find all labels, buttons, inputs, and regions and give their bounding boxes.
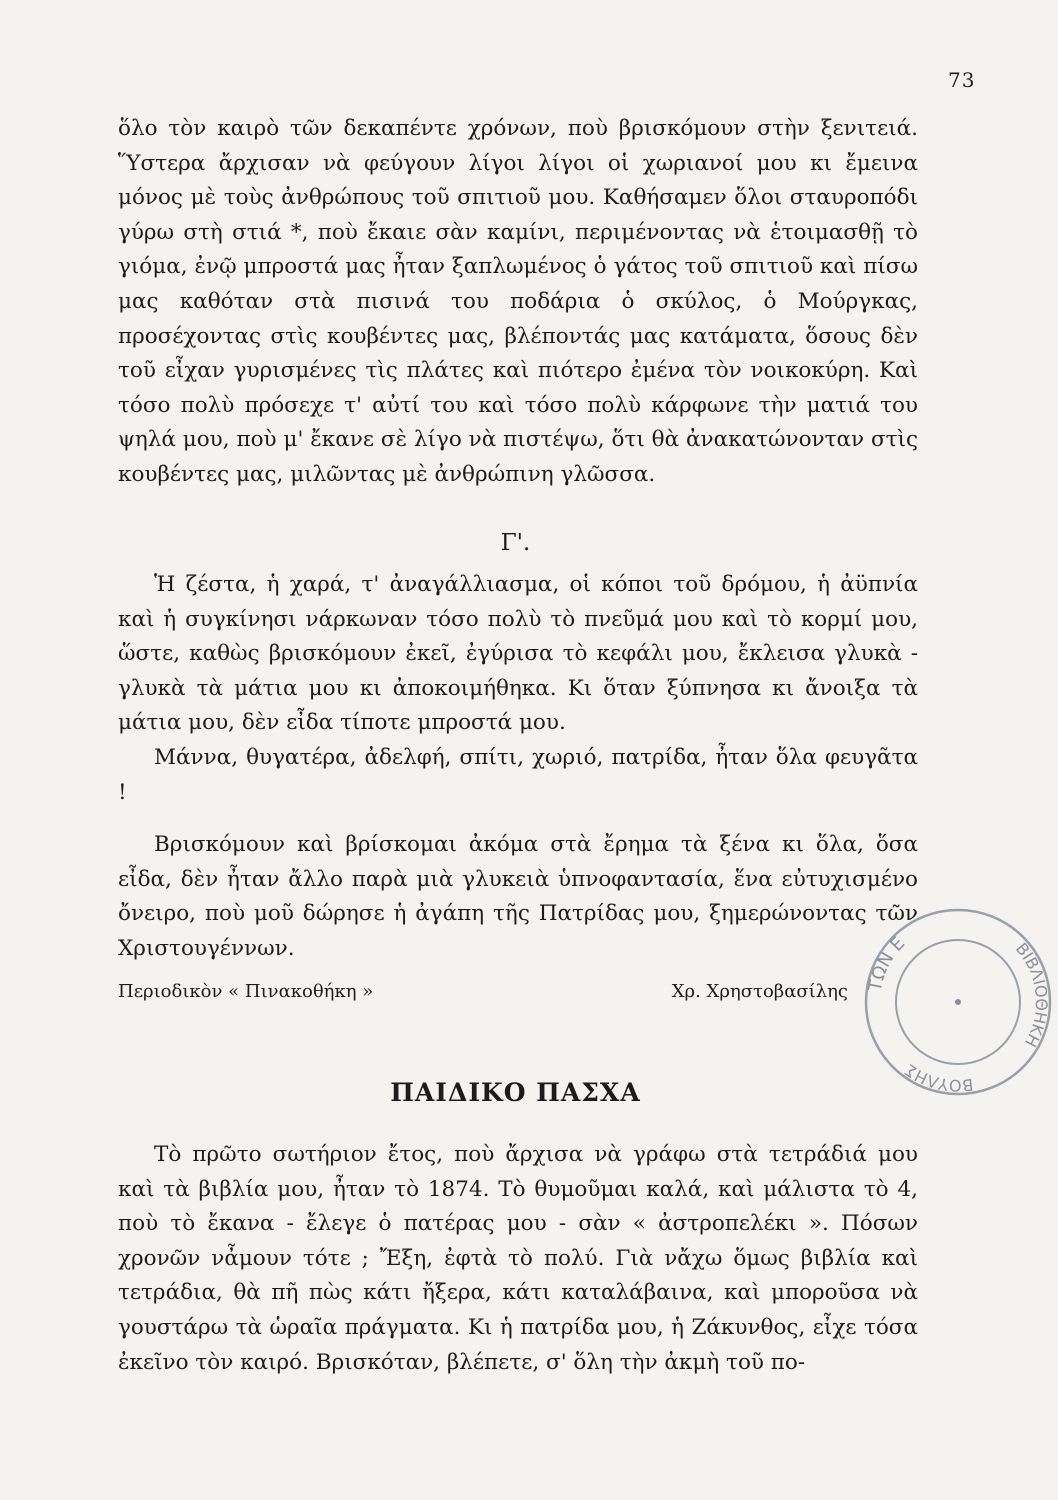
page-number: 73 [948,68,976,92]
stamp-side-text: ΒΟΥΛΗΣ [901,1060,975,1096]
stamp-bottom-text: ΒΙΒΛΙΟΘΗΚΗ [1011,939,1052,1051]
library-stamp [858,902,1058,1102]
source-line [118,981,848,1002]
article-title: ΠΑΙΔΙΚΟ ΠΑΣΧΑ [390,1078,641,1107]
first-text-block [118,112,918,493]
source-author: Χρ. Χρηστοβασίλης [671,981,848,1002]
source-periodical: Περιοδικὸν « Πινακοθήκη » [118,981,374,1002]
second-text-block [118,568,918,967]
paragraph: Μάννα, θυγατέρα, ἀδελφή, σπίτι, χωριό, πατρίδα, ἦταν ὅλα φευγᾶτα ! [118,744,918,805]
paragraph: ὅλο τὸν καιρὸ τῶν δεκαπέντε χρόνων, ποὺ βρισκόμουν στὴν ξενιτειά. Ὕστερα ἄρχισαν νὰ φεύγουν λίγοι λίγοι οἱ χωριανοί μου κι ἔμεινα μόνος μὲ τοὺς ἀνθρώπους τοῦ σπιτιοῦ μου. Καθήσαμεν ὅλοι σταυροπόδι γύρω στὴ στιά *, ποὺ ἔκαιε σὰν καμίνι, περιμένοντας νὰ ἑτοιμασθῇ τὸ γιόμα, ἐνῷ μπροστά μας ἦταν ξαπλωμένος ὁ γάτος τοῦ σπιτιοῦ καὶ πίσω μας καθόταν στὰ πισινά του ποδάρια ὁ σκύλος, ὁ Μούργκας, προσέχοντας στὶς κουβέντες μας, βλέποντάς μας κατάματα, ὅσους δὲν τοῦ εἶχαν γυρισμένες τὶς πλάτες καὶ πιότερο ἐμένα τὸν νοικοκύρη. Καὶ τόσο πολὺ πρόσεχε τ' αὐτί του καὶ τόσο πολὺ κάρφωνε τὴν ματιά του ψηλά μου, ποὺ μ' ἔκανε σὲ λίγο νὰ πιστέψω, ὅτι θὰ ἀνακατώνονταν στὶς κουβέντες μας, μιλῶντας μὲ ἀνθρώπινη γλῶσσα. [118,116,918,487]
paragraph: Τὸ πρῶτο σωτήριον ἔτος, ποὺ ἄρχισα νὰ γράφω στὰ τετράδιά μου καὶ τὰ βιβλία μου, ἦταν τὸ 1874. Τὸ θυμοῦμαι καλά, καὶ μάλιστα τὸ 4, ποὺ τὸ ἔκανα - ἔλεγε ὁ πατέρας μου - σὰν « ἀστροπελέκι ». Πόσων χρονῶν νἆμουν τότε ; Ἔξη, ἐφτὰ τὸ πολύ. Γιὰ νἄχω ὅμως βιβλία καὶ τετράδια, θὰ πῆ πὼς κάτι ἤξερα, κάτι καταλάβαινα, καὶ μποροῦσα νὰ γουστάρω τὰ ὡραῖα πράγματα. Κι ἡ πατρίδα μου, ἡ Ζάκυνθος, εἶχε τόσα ἐκεῖνο τὸν καιρό. Βρισκόταν, βλέπετε, σ' ὅλη τὴν ἀκμὴ τοῦ πο- [118,1142,918,1375]
paragraph: Βρισκόμουν καὶ βρίσκομαι ἀκόμα στὰ ἔρημα τὰ ξένα κι ὅλα, ὅσα εἶδα, δὲν ἦταν ἄλλο παρὰ μιὰ γλυκειὰ ὑπνοφαντασία, ἕνα εὐτυχισμένο ὄνειρο, ποὺ μοῦ δώρησε ἡ ἀγάπη τῆς Πατρίδας μου, ξημερώνοντας τῶν Χριστουγέννων. [118,832,918,961]
section-mark: Γ'. [500,530,531,556]
third-text-block [118,1138,918,1380]
paragraph: Ἡ ζέστα, ἡ χαρά, τ' ἀναγάλλιασμα, οἱ κόποι τοῦ δρόμου, ἡ ἀϋπνία καὶ ἡ συγκίνησι νάρκωναν τόσο πολὺ τὸ πνεῦμά μου καὶ τὸ κορμί μου, ὥστε, καθὼς βρισκόμουν ἐκεῖ, ἐγύρισα τὸ κεφάλι μου, ἔκλεισα γλυκὰ - γλυκὰ τὰ μάτια μου κι ἀποκοιμήθηκα. Κι ὅταν ξύπνησα κι ἄνοιξα τὰ μάτια μου, δὲν εἶδα τίποτε μπροστά μου. [118,572,918,736]
stamp-text: ΤΩΝ Ε [864,932,910,994]
